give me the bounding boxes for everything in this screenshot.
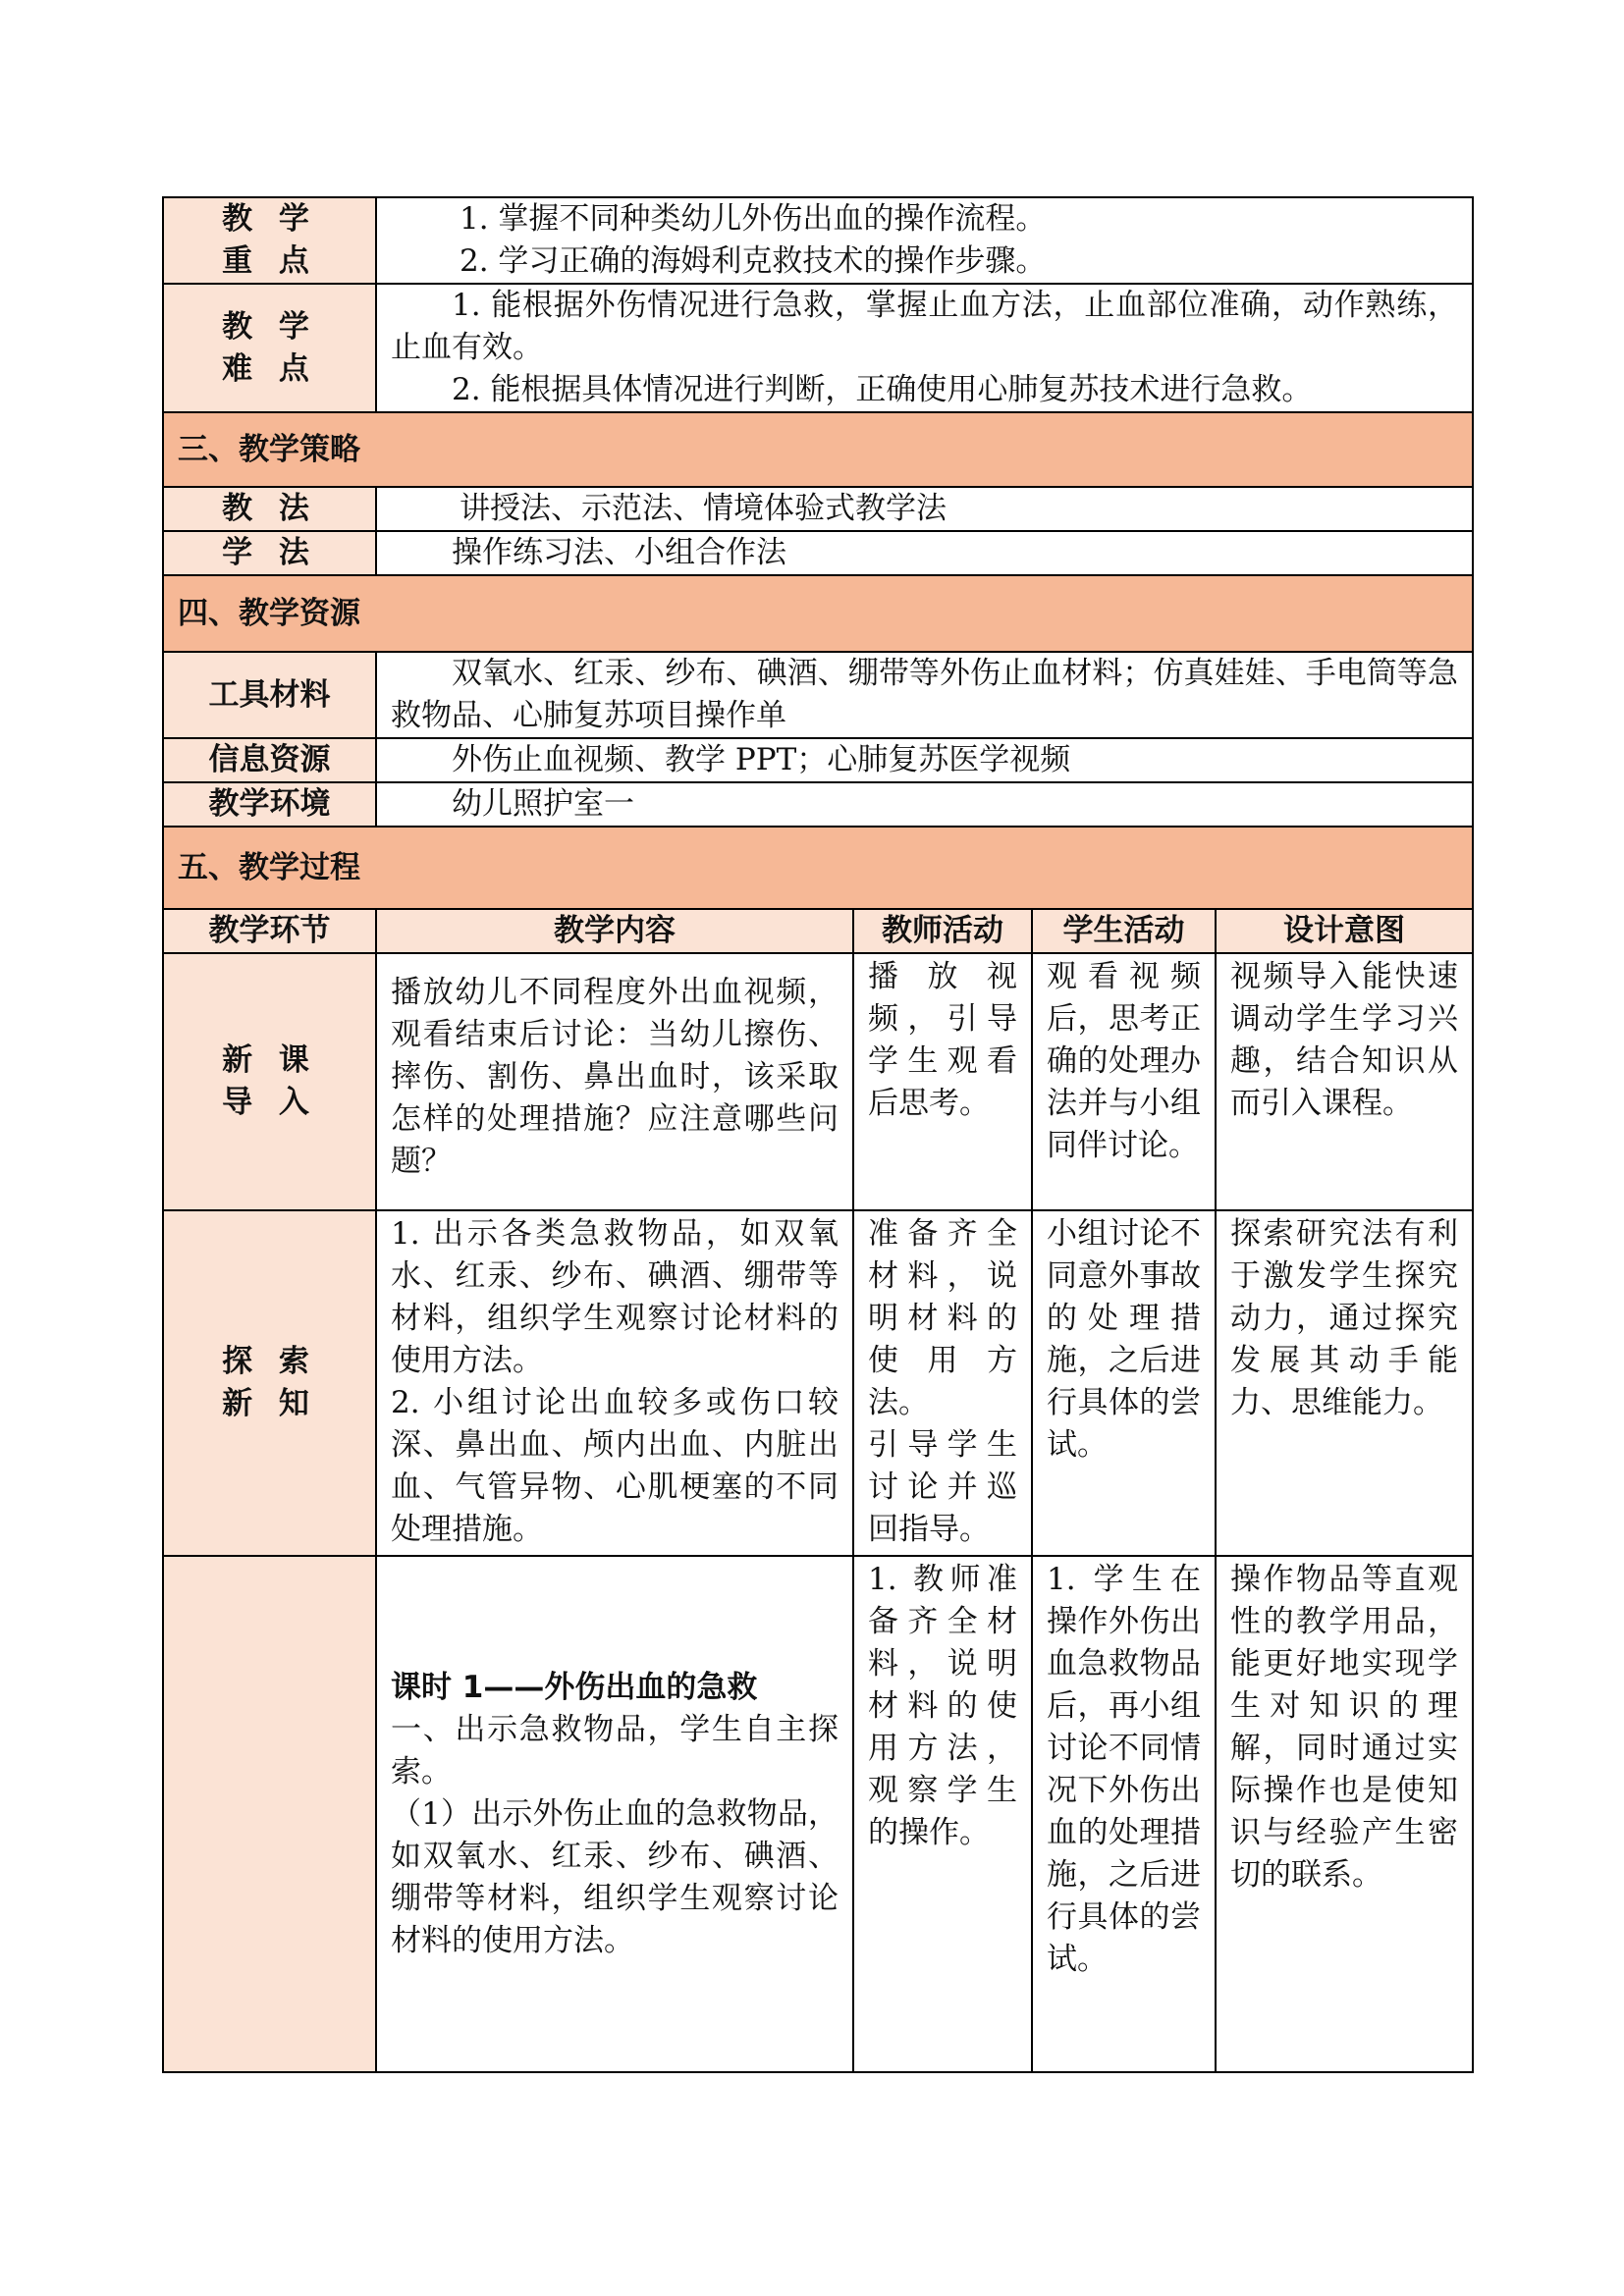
header-student: 学生活动 <box>1032 909 1216 953</box>
info-resources-value: 外伤止血视频、教学 PPT；心肺复苏医学视频 <box>376 738 1473 782</box>
key-point-1: 1. 掌握不同种类幼儿外伤出血的操作流程。 <box>460 201 1047 237</box>
key-points-content <box>376 197 1473 284</box>
section-3-row <box>163 412 1473 487</box>
learning-method-label: 学 法 <box>163 531 376 575</box>
environment-value: 幼儿照护室一 <box>376 782 1473 827</box>
header-content: 教学内容 <box>376 909 853 953</box>
teaching-method-label: 教 法 <box>163 487 376 531</box>
header-teacher: 教师活动 <box>853 909 1032 953</box>
process-row-intro <box>163 953 1473 1210</box>
section-4-title: 四、教学资源 <box>163 575 1473 652</box>
stage-explore: 探 索 新 知 <box>163 1210 376 1556</box>
info-resources-label: 信息资源 <box>163 738 376 782</box>
info-resources-row <box>163 738 1473 782</box>
content-explore-1: 1. 出示各类急救物品，如双氧水、红汞、纱布、碘酒、绷带等材料，组织学生观察讨论材料的使用方法。 <box>391 1216 839 1378</box>
learning-method-row <box>163 531 1473 575</box>
teacher-explore-1: 准备齐全材料，说明材料的使用方法。 <box>868 1216 1017 1420</box>
teacher-lesson1: 1. 教师准备齐全材料，说明材料的使用方法，观察学生的操作。 <box>853 1556 1032 2072</box>
key-points-row <box>163 197 1473 284</box>
difficult-points-label: 教 学 难 点 <box>163 284 376 412</box>
lesson-plan-table <box>162 196 1474 2073</box>
content-explore <box>376 1210 853 1556</box>
teacher-explore-2: 引导学生讨论并巡回指导。 <box>868 1427 1017 1547</box>
process-row-lesson1 <box>163 1556 1473 2072</box>
teacher-explore <box>853 1210 1032 1556</box>
tools-row <box>163 652 1473 738</box>
teacher-intro: 播放视频，引导学生观看后思考。 <box>853 953 1032 1210</box>
intent-explore: 探索研究法有利于激发学生探究动力，通过探究发展其动手能力、思维能力。 <box>1216 1210 1473 1556</box>
content-lesson1 <box>376 1556 853 2072</box>
student-intro: 观看视频后，思考正确的处理办法并与小组同伴讨论。 <box>1032 953 1216 1210</box>
intent-intro: 视频导入能快速调动学生学习兴趣，结合知识从而引入课程。 <box>1216 953 1473 1210</box>
difficult-point-1: 1. 能根据外伤情况进行急救，掌握止血方法，止血部位准确，动作熟练，止血有效。 <box>391 288 1458 365</box>
header-stage: 教学环节 <box>163 909 376 953</box>
section-4-row <box>163 575 1473 652</box>
key-point-2: 2. 学习正确的海姆利克救技术的操作步骤。 <box>460 243 1047 279</box>
stage-lesson1 <box>163 1556 376 2072</box>
header-intent: 设计意图 <box>1216 909 1473 953</box>
difficult-points-row <box>163 284 1473 412</box>
stage-intro: 新 课 导 入 <box>163 953 376 1210</box>
difficult-point-2: 2. 能根据具体情况进行判断，正确使用心肺复苏技术进行急救。 <box>452 372 1313 407</box>
student-lesson1: 1. 学生在操作外伤出血急救物品后，再小组讨论不同情况下外伤出血的处理措施，之后进行具体的尝试。 <box>1032 1556 1216 2072</box>
student-explore: 小组讨论不同意外事故的处理措施，之后进行具体的尝试。 <box>1032 1210 1216 1556</box>
lesson1-title: 课时 1——外伤出血的急救 <box>391 1670 758 1705</box>
section-3-title: 三、教学策略 <box>163 412 1473 487</box>
content-intro: 播放幼儿不同程度外出血视频，观看结束后讨论：当幼儿擦伤、摔伤、割伤、鼻出血时，该采取怎样的处理措施？应注意哪些问题？ <box>376 953 853 1210</box>
content-explore-2: 2. 小组讨论出血较多或伤口较深、鼻出血、颅内出血、内脏出血、气管异物、心肌梗塞的不同处理措施。 <box>391 1385 839 1547</box>
intent-lesson1: 操作物品等直观性的教学用品，能更好地实现学生对知识的理解，同时通过实际操作也是使知识与经验产生密切的联系。 <box>1216 1556 1473 2072</box>
environment-label: 教学环境 <box>163 782 376 827</box>
teaching-method-row <box>163 487 1473 531</box>
key-points-label: 教 学 重 点 <box>163 197 376 284</box>
section-5-title: 五、教学过程 <box>163 827 1473 909</box>
learning-method-value: 操作练习法、小组合作法 <box>376 531 1473 575</box>
process-header-row <box>163 909 1473 953</box>
lesson1-step-2: （1）出示外伤止血的急救物品，如双氧水、红汞、纱布、碘酒、绷带等材料，组织学生观察讨论材料的使用方法。 <box>391 1796 839 1958</box>
difficult-points-content <box>376 284 1473 412</box>
lesson1-step-1: 一、出示急救物品，学生自主探索。 <box>391 1712 839 1789</box>
tools-value: 双氧水、红汞、纱布、碘酒、绷带等外伤止血材料；仿真娃娃、手电筒等急救物品、心肺复苏项目操作单 <box>376 652 1473 738</box>
teaching-method-value: 讲授法、示范法、情境体验式教学法 <box>376 487 1473 531</box>
section-5-row <box>163 827 1473 909</box>
environment-row <box>163 782 1473 827</box>
process-row-explore <box>163 1210 1473 1556</box>
tools-label: 工具材料 <box>163 652 376 738</box>
